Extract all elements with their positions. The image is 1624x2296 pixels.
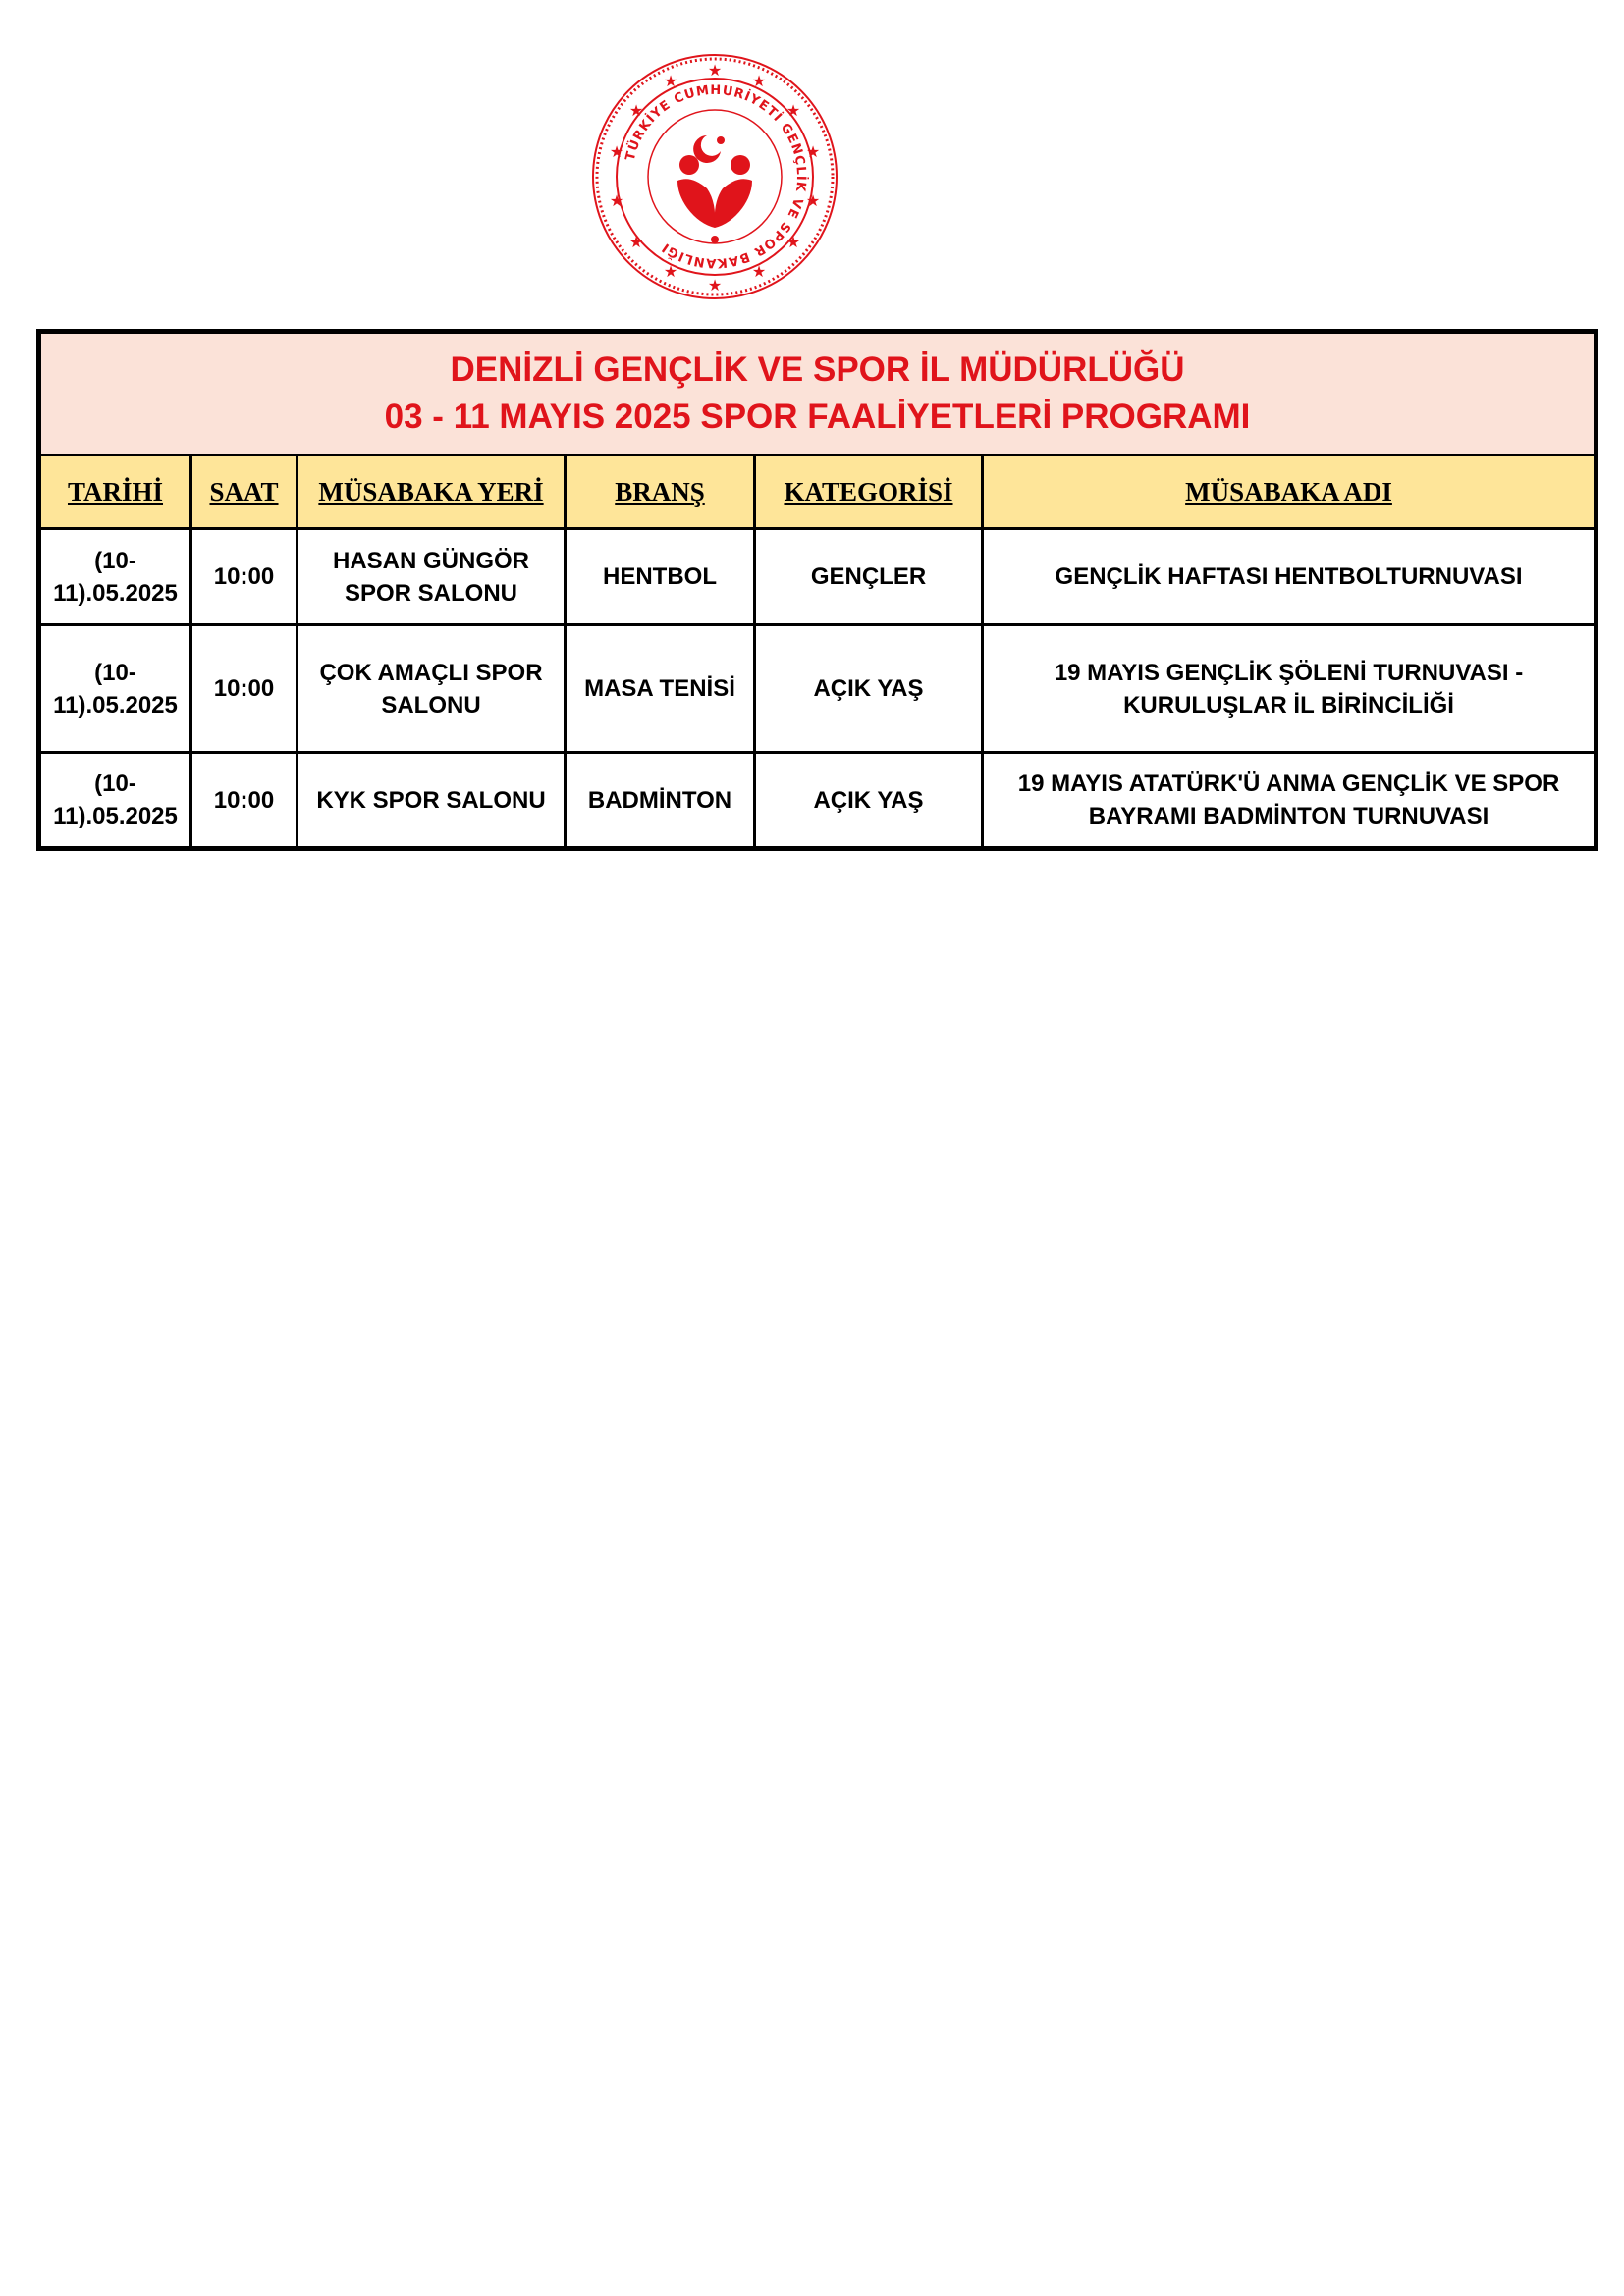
table-row	[39, 529, 1597, 625]
cell-category: AÇIK YAŞ	[755, 625, 983, 753]
svg-text:★: ★	[751, 72, 767, 90]
page-title: DENİZLİ GENÇLİK VE SPOR İL MÜDÜRLÜĞÜ	[450, 350, 1185, 389]
svg-text:★: ★	[751, 262, 767, 281]
table-header-row	[39, 455, 1597, 529]
cell-time: 10:00	[191, 625, 298, 753]
svg-text:★: ★	[707, 276, 723, 294]
column-header-category: KATEGORİSİ	[755, 455, 983, 529]
table-row	[39, 625, 1597, 753]
ministry-logo	[587, 49, 842, 304]
cell-venue: HASAN GÜNGÖR SPOR SALONU	[298, 529, 566, 625]
cell-branch: HENTBOL	[566, 529, 755, 625]
svg-text:★: ★	[609, 191, 624, 210]
svg-text:★: ★	[628, 101, 644, 120]
column-header-time: SAAT	[191, 455, 298, 529]
cell-event-name: GENÇLİK HAFTASI HENTBOLTURNUVASI	[983, 529, 1597, 625]
cell-branch: BADMİNTON	[566, 753, 755, 849]
cell-venue: KYK SPOR SALONU	[298, 753, 566, 849]
svg-text:★: ★	[663, 262, 678, 281]
svg-text:★: ★	[707, 61, 723, 80]
svg-text:★: ★	[609, 142, 624, 161]
column-header-date: TARİHİ	[39, 455, 191, 529]
title-block	[39, 332, 1597, 455]
column-header-branch: BRANŞ	[566, 455, 755, 529]
svg-text:★: ★	[628, 233, 644, 251]
cell-branch: MASA TENİSİ	[566, 625, 755, 753]
svg-text:★: ★	[805, 191, 821, 210]
cell-venue: ÇOK AMAÇLI SPOR SALONU	[298, 625, 566, 753]
svg-text:★: ★	[805, 142, 821, 161]
cell-time: 10:00	[191, 753, 298, 849]
cell-category: AÇIK YAŞ	[755, 753, 983, 849]
cell-date: (10-11).05.2025	[39, 753, 191, 849]
ministry-seal-icon	[587, 49, 842, 304]
cell-event-name: 19 MAYIS GENÇLİK ŞÖLENİ TURNUVASI - KURULUŞLAR İL BİRİNCİLİĞİ	[983, 625, 1597, 753]
cell-date: (10-11).05.2025	[39, 529, 191, 625]
schedule-table	[36, 329, 1598, 851]
column-header-venue: MÜSABAKA YERİ	[298, 455, 566, 529]
svg-text:★: ★	[663, 72, 678, 90]
column-header-event-name: MÜSABAKA ADI	[983, 455, 1597, 529]
table-row	[39, 753, 1597, 849]
cell-event-name: 19 MAYIS ATATÜRK'Ü ANMA GENÇLİK VE SPOR BAYRAMI BADMİNTON TURNUVASI	[983, 753, 1597, 849]
cell-time: 10:00	[191, 529, 298, 625]
page-subtitle: 03 - 11 MAYIS 2025 SPOR FAALİYETLERİ PROGRAMI	[384, 398, 1251, 436]
svg-text:★: ★	[785, 233, 801, 251]
svg-text:★: ★	[785, 101, 801, 120]
logo-ring-text: TÜRKİYE CUMHURİYETİ GENÇLİK VE SPOR BAKANLIĞI	[623, 82, 809, 271]
cell-date: (10-11).05.2025	[39, 625, 191, 753]
cell-category: GENÇLER	[755, 529, 983, 625]
